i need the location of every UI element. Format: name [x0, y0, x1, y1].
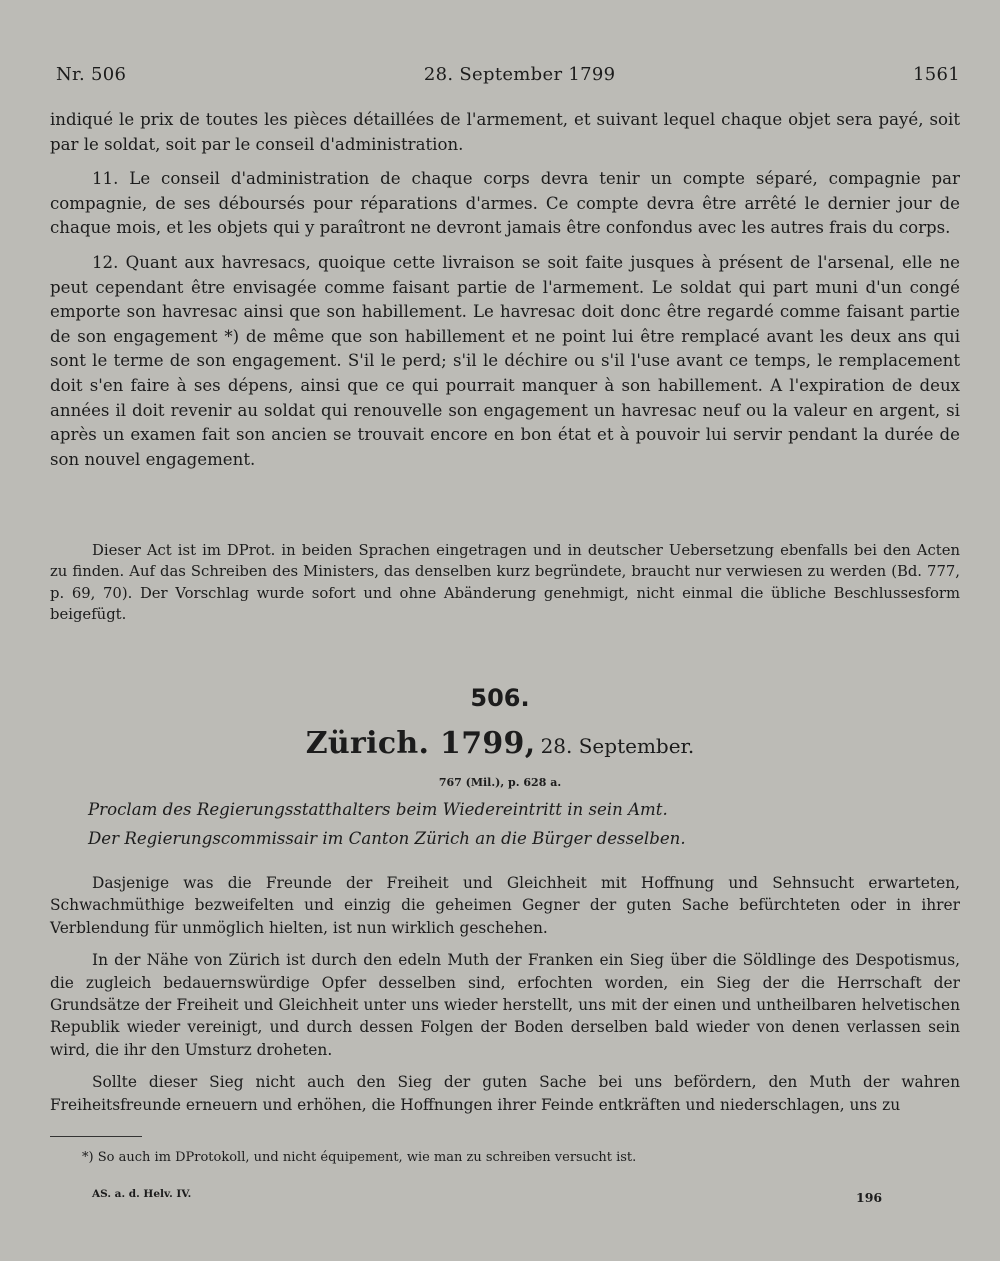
german-text-block — [50, 872, 960, 1116]
german-paragraph-2: In der Nähe von Zürich ist durch den edeln Muth der Franken ein Sieg über die Söldlinge des Despotismus, die zugleich bedauernswürdige Opfer desselben sind, erfochten worden, ein Sieg der die Herrschaft der Grundsätze der Freiheit und Gleichheit unter uns wieder herstellt, uns mit der einen und untheilbaren helvetischen Republik wieder vereinigt, und durch dessen Folgen der Boden derselben bald wieder von denen verlassen sein wird, die ihr den Umsturz droheten. — [50, 951, 960, 1059]
editorial-note — [50, 540, 960, 626]
french-text-block — [50, 108, 960, 472]
document-date: 28. September. — [540, 734, 695, 758]
archive-reference: 767 (Mil.), p. 628 a. — [438, 776, 562, 789]
page-number: 1561 — [912, 64, 960, 85]
sheet-number: 196 — [856, 1190, 883, 1205]
german-paragraph-3: Sollte dieser Sieg nicht auch den Sieg der guten Sache bei uns befördern, den Muth der wahren Freiheitsfreunde erneuern und erhöhen, die Hoffnungen ihrer Feinde entkräften und niederschlagen, uns zu — [50, 1073, 960, 1114]
document-title: Proclam des Regierungsstatthalters beim Wiedereintritt in sein Amt. — [88, 800, 668, 819]
german-paragraph-1: Dasjenige was die Freunde der Freiheit und Gleichheit mit Hoffnung und Sehnsucht erwarteten, Schwachmüthige bezweifelten und einzig die geheimen Gegner der guten Sache befürchteten oder in ihrer Verblendung für unmöglich hielten, ist nun wirklich geschehen. — [50, 874, 960, 937]
footnote: *) So auch im DProtokoll, und nicht équipement, wie man zu schreiben versucht ist. — [82, 1150, 637, 1165]
french-article-12: 12. Quant aux havresacs, quoique cette livraison se soit faite jusques à présent de l'arsenal, elle ne peut cependant être envisagée comme faisant partie de l'armement. Le soldat qui part muni d'un congé emporte son havresac ainsi que son habillement. Le havresac doit donc être regardé comme faisant partie de son engagement *) de même que son habillement et ne point lui être remplacé avant les deux ans qui sont le terme de son engagement. S'il le perd; s'il le déchire ou s'il l'use avant ce temps, le remplacement doit s'en faire à ses dépens, ainsi que ce qui pourrait manquer à son habillement. A l'expiration de deux années il doit revenir au soldat qui renouvelle son engagement un havresac neuf ou la valeur en argent, si après un examen fait son ancien se trouvait encore en bon état et à pouvoir lui servir pendant la durée de son nouvel engagement. — [50, 252, 960, 469]
date-header: 28. September 1799 — [423, 64, 616, 85]
document-address: Der Regierungscommissair im Canton Zürich an die Bürger desselben. — [88, 829, 686, 848]
footnote-rule — [50, 1136, 142, 1137]
document-heading — [0, 726, 1000, 761]
french-paragraph-continued: indiqué le prix de toutes les pièces détaillées de l'armement, et suivant lequel chaque objet sera payé, soit par le soldat, soit par le conseil d'administration. — [50, 110, 960, 154]
document-titles — [50, 800, 960, 848]
editorial-note-text: Dieser Act ist im DProt. in beiden Sprachen eingetragen und in deutscher Uebersetzung ebenfalls bei den Acten zu finden. Auf das Schreiben des Ministers, das denselben kurz begründete, braucht nur verwiesen zu werden (Bd. 777, p. 69, 70). Der Vorschlag wurde sofort und ohne Abänderung genehmigt, nicht einmal die übliche Beschlussesform beigefügt. — [50, 542, 960, 624]
document-number: 506. — [470, 684, 530, 712]
document-number-header: Nr. 506 — [56, 64, 127, 85]
french-article-11: 11. Le conseil d'administration de chaque corps devra tenir un compte séparé, compagnie par compagnie, de ses déboursés pour réparations d'armes. Ce compte devra être arrêté le dernier jour de chaque mois, et les objets qui y paraîtront ne devront jamais être confondus avec les autres frais du corps. — [50, 169, 960, 238]
place-year: Zürich. 1799, — [305, 726, 536, 761]
signature-mark: AS. a. d. Helv. IV. — [92, 1188, 192, 1200]
running-header — [56, 64, 960, 85]
